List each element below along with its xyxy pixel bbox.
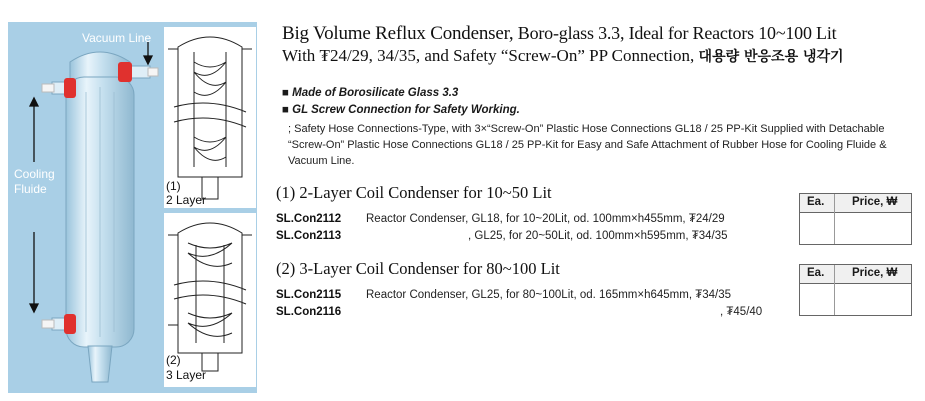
drawing-1-label: 2 Layer (166, 193, 207, 207)
product-code: SL.Con2113 (276, 230, 342, 242)
product-desc: Reactor Condenser, GL18, for 10~20Lit, od. 100mm×h455mm, ₮24/29 (366, 213, 725, 225)
cooling-label: Cooling (14, 167, 55, 181)
price-cell (799, 283, 912, 316)
feature-item: ■ GL Screw Connection for Safety Working. (282, 104, 520, 116)
product-code: SL.Con2112 (276, 213, 342, 225)
vacuum-line-label: Vacuum Line (82, 31, 152, 45)
drawing-2-layer (164, 27, 256, 208)
product-code: SL.Con2116 (276, 306, 342, 318)
section-title-3-layer: (2) 3-Layer Coil Condenser for 80~100 Lit (276, 259, 560, 278)
product-desc: Reactor Condenser, GL25, for 80~100Lit, od. 165mm×h645mm, ₮34/35 (366, 289, 732, 301)
price-header: Ea. Price, ₩ (799, 264, 912, 284)
feature-item: ■ Made of Borosilicate Glass 3.3 (282, 87, 459, 99)
product-desc: , ₮45/40 (720, 306, 763, 318)
description: ; Safety Hose Connections-Type, with 3×“Screw-On” Plastic Hose Connections GL18 / 25 PP-Kit Supplied with Detachable “Screw-On” Plastic Hose Connections GL18 / 25 PP-Kit for Easy and Safe Attachment of Rubber Hose for Cooling Fluide & Vacuum Line. (288, 123, 887, 168)
product-desc: , GL25, for 20~50Lit, od. 100mm×h595mm, ₮34/35 (468, 230, 728, 242)
drawing-2-number: (2) (166, 353, 181, 367)
page-title: Big Volume Reflux Condenser, Boro-glass 3.3, Ideal for Reactors 10~100 Lit (282, 23, 837, 44)
page-subtitle: With ₮24/29, 34/35, and Safety “Screw-On” PP Connection, 대용량 반응조용 냉각기 (282, 46, 844, 65)
fluide-label: Fluide (14, 182, 47, 196)
drawing-3-layer (164, 213, 256, 387)
price-header: Ea. Price, ₩ (799, 193, 912, 213)
price-cell (799, 212, 912, 245)
drawing-2-label: 3 Layer (166, 368, 207, 382)
drawing-1-number: (1) (166, 179, 181, 193)
section-title-2-layer: (1) 2-Layer Coil Condenser for 10~50 Lit (276, 183, 552, 202)
product-code: SL.Con2115 (276, 289, 342, 301)
